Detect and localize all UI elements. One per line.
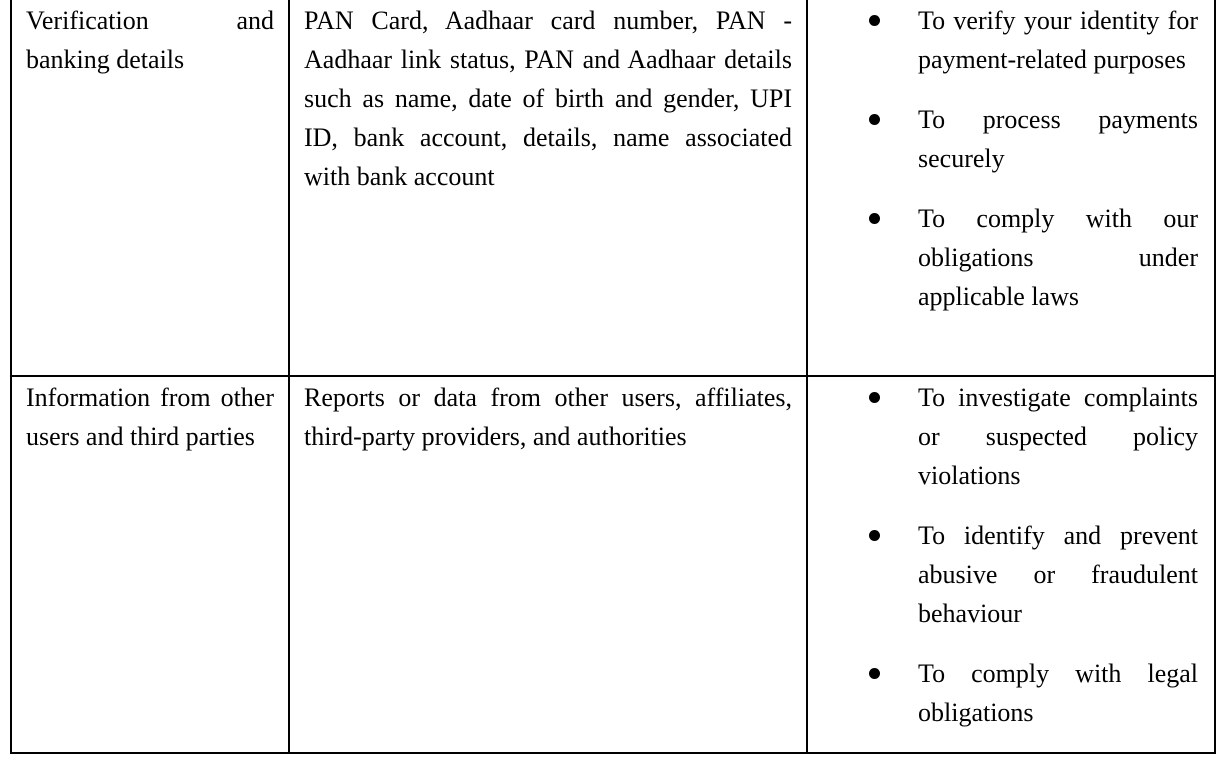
table-row [11,376,1215,753]
bullet-icon [869,530,880,541]
purpose-text: To identify and prevent abusive or fraudulent behaviour [918,521,1198,628]
category-text: Verification and banking details [26,6,274,74]
category-cell [11,376,289,753]
purpose-text: To verify your identity for payment-related purposes [918,6,1198,74]
purpose-list [808,378,1198,732]
category-text: Information from other users and third parties [26,383,274,451]
data-cell [289,0,807,376]
purpose-cell [807,376,1215,753]
purpose-text: To comply with legal obligations [918,659,1198,727]
bullet-icon [869,114,880,125]
category-cell [11,0,289,376]
data-cell [289,376,807,753]
purpose-item [808,378,1198,495]
purpose-item [808,1,1198,79]
bullet-icon [869,213,880,224]
bullet-icon [869,668,880,679]
table-row [11,0,1215,376]
purpose-text: To investigate complaints or suspected policy violations [918,383,1198,490]
data-collection-table-section [10,0,1214,753]
purpose-cell [807,0,1215,376]
purpose-text: To process payments securely [918,105,1198,173]
purpose-item [808,654,1198,732]
purpose-list [808,1,1198,316]
bullet-icon [869,15,880,26]
data-text: PAN Card, Aadhaar card number, PAN - Aadhaar link status, PAN and Aadhaar details such as name, date of birth and gender, UPI ID, bank account, details, name associated with bank account [304,6,792,191]
purpose-item [808,100,1198,178]
data-text: Reports or data from other users, affiliates, third-party providers, and authorities [304,383,792,451]
bullet-icon [869,392,880,403]
purpose-item [808,516,1198,633]
data-collection-table [10,0,1216,754]
purpose-item [808,199,1198,316]
purpose-text: To comply with our obligations under applicable laws [918,204,1198,311]
